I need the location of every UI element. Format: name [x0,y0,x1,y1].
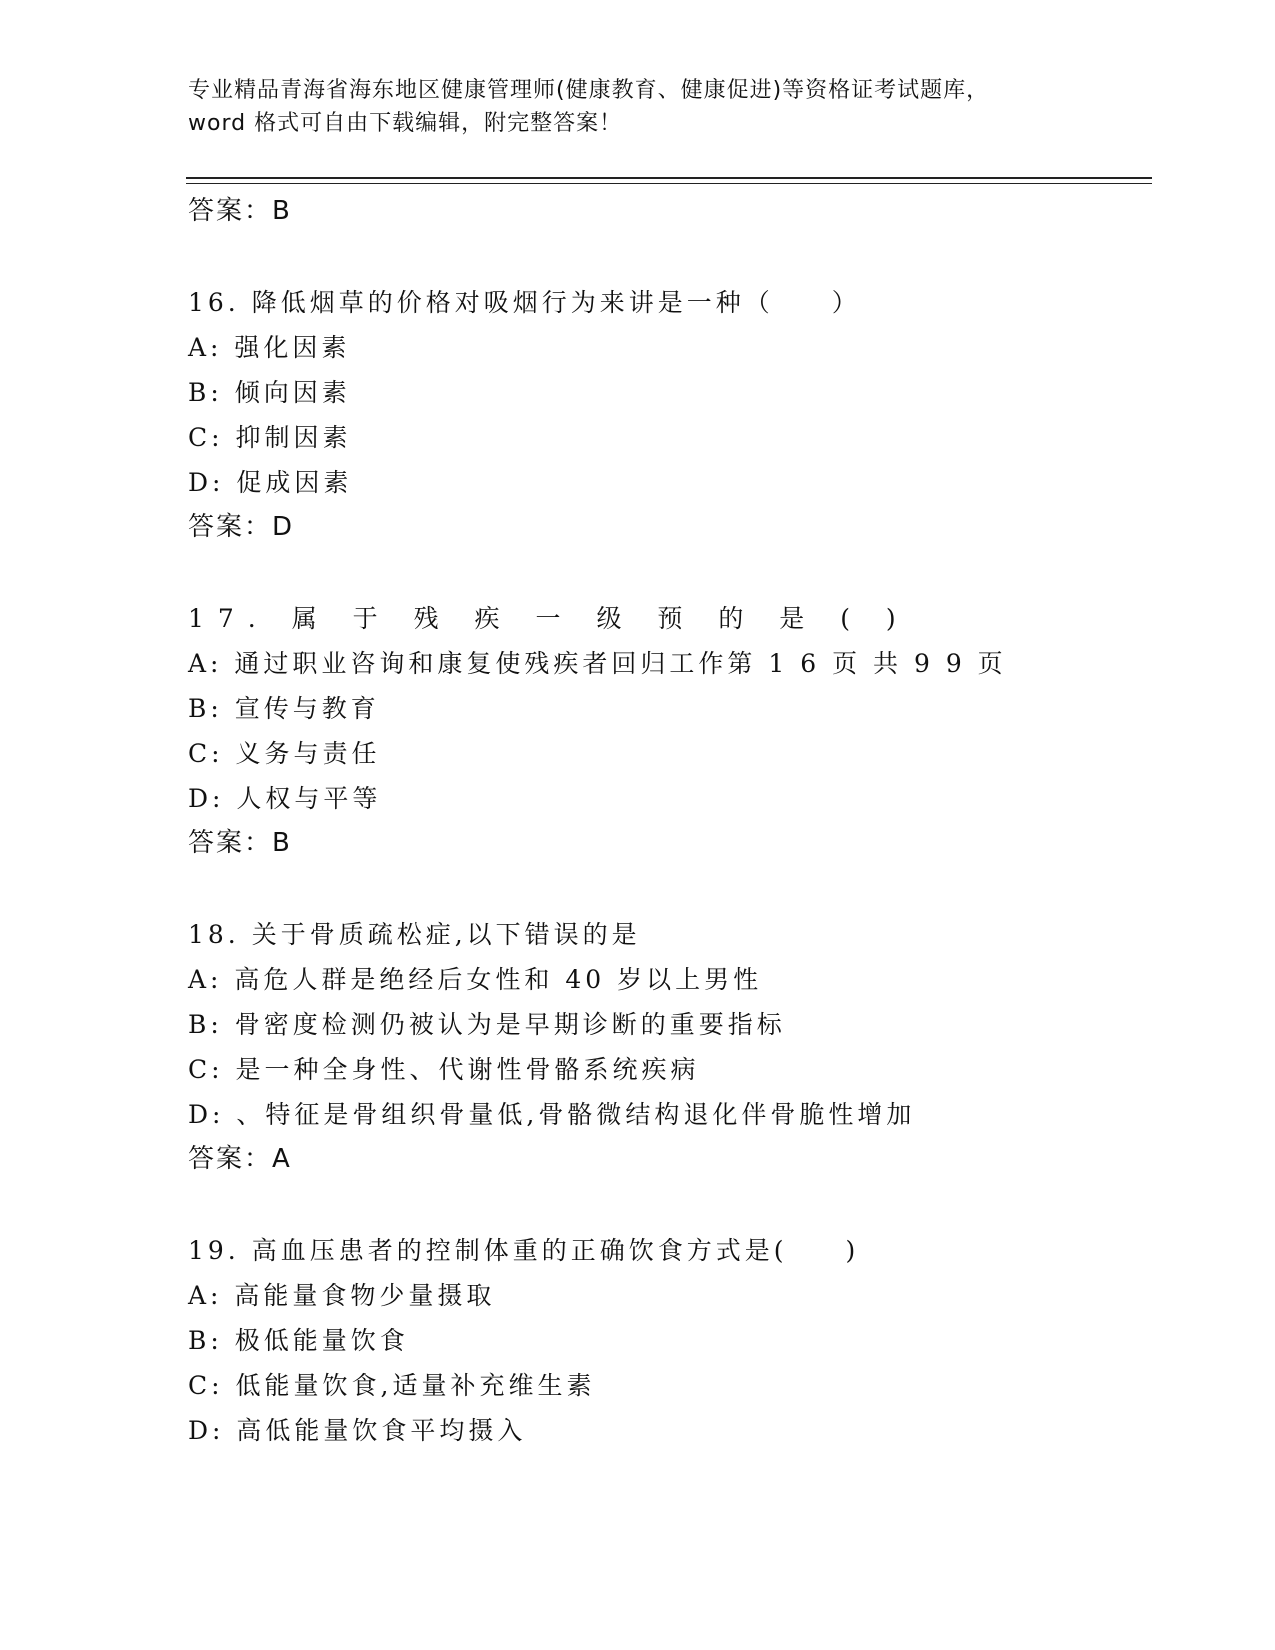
option-d: D: 、特征是骨组织骨量低,骨骼微结构退化伴骨脆性增加 [188,1100,916,1129]
answer: 答案：D [188,512,295,542]
option-c: C: 低能量饮食,适量补充维生素 [188,1371,596,1400]
option-a: A: 高危人群是绝经后女性和 40 岁以上男性 [188,965,763,994]
option-a: A: 通过职业咨询和康复使残疾者回归工作第 1 6 页 共 9 9 页 [188,649,1007,678]
question-16 [188,280,1188,549]
option-b: B: 骨密度检测仍被认为是早期诊断的重要指标 [188,1010,786,1039]
option-d: D: 高低能量饮食平均摄入 [188,1416,527,1445]
option-b: B: 倾向因素 [188,378,351,407]
option-b: B: 宣传与教育 [188,694,380,723]
header-divider-thin [186,183,1152,184]
option-d: D: 促成因素 [188,468,353,497]
document-header [188,74,1148,140]
question-text: 18. 关于骨质疏松症,以下错误的是 [188,920,641,949]
question-text: 19. 高血压患者的控制体重的正确饮食方式是( ) [188,1236,860,1265]
option-b: B: 极低能量饮食 [188,1326,409,1355]
question-18 [188,912,1188,1181]
option-c: C: 抑制因素 [188,423,352,452]
answer-prev: 答案：B [188,196,292,226]
question-17 [188,596,1188,865]
header-line-1: 专业精品青海省海东地区健康管理师(健康教育、健康促进)等资格证考试题库， [188,78,990,103]
option-a: A: 强化因素 [188,333,351,362]
answer: 答案：A [188,1144,292,1174]
question-text: 16. 降低烟草的价格对吸烟行为来讲是一种（ ） [188,288,861,317]
answer: 答案：B [188,828,292,858]
question-list [188,189,1188,1453]
option-d: D: 人权与平等 [188,784,382,813]
question-text: 17. 属 于 残 疾 一 级 预 的 是 ( ) [188,604,910,633]
option-c: C: 是一种全身性、代谢性骨骼系统疾病 [188,1055,700,1084]
option-a: A: 高能量食物少量摄取 [188,1281,496,1310]
header-line-2: word 格式可自由下载编辑，附完整答案！ [188,111,623,136]
question-19 [188,1228,1188,1453]
header-divider-thick [186,177,1152,179]
option-c: C: 义务与责任 [188,739,381,768]
